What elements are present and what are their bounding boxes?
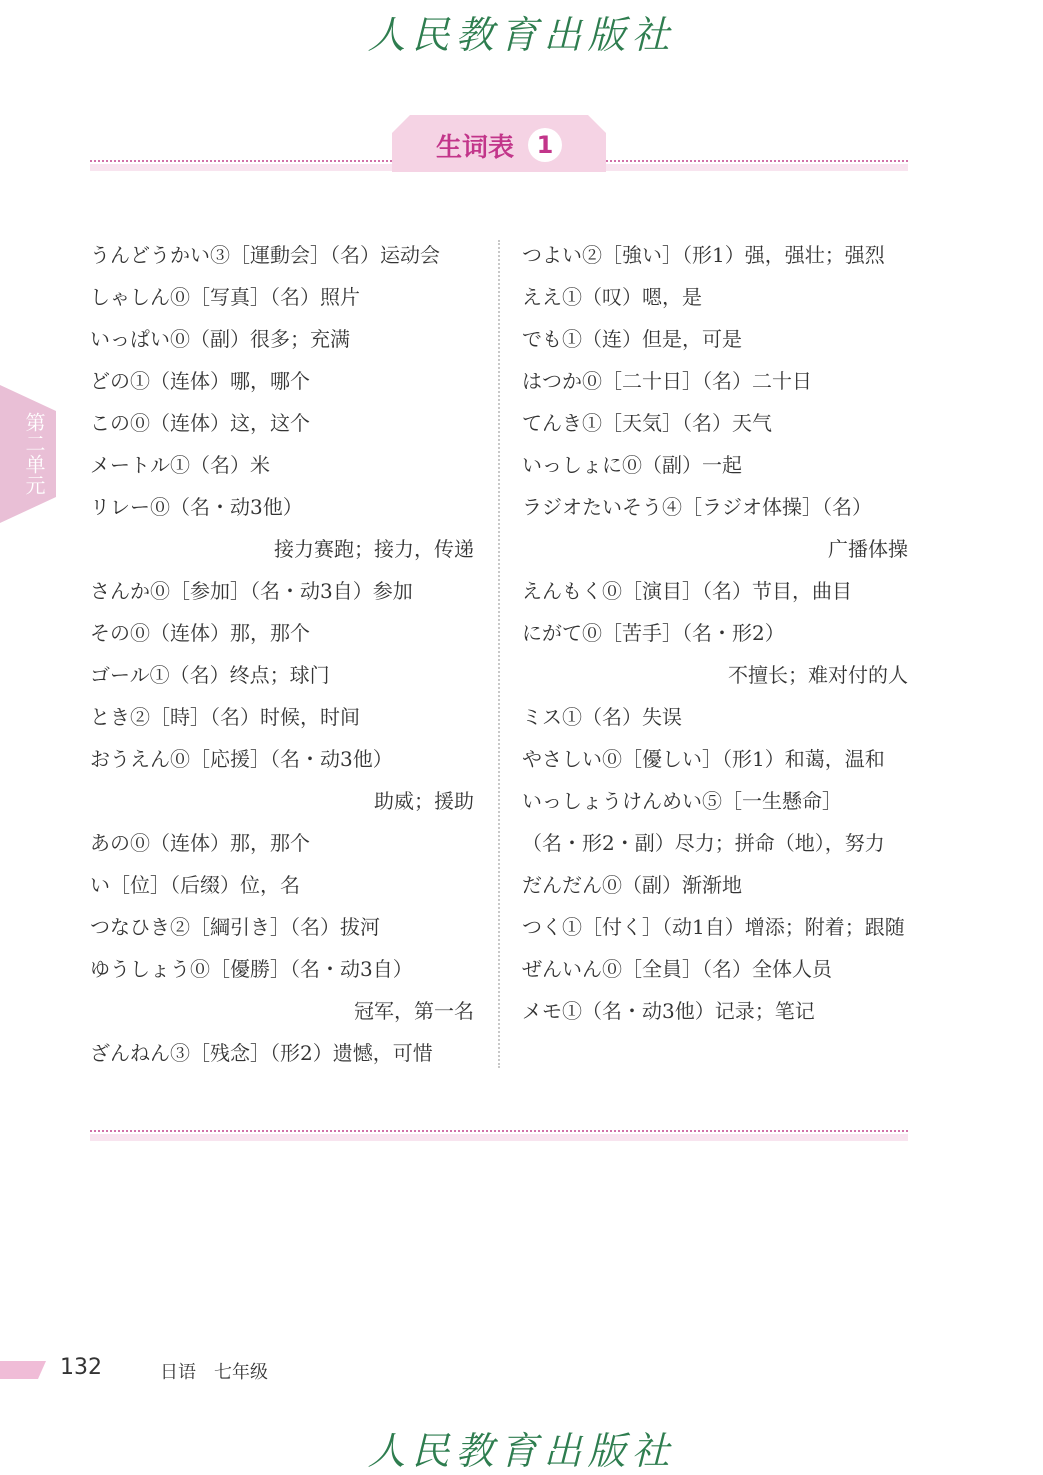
vocab-entry: （名・形2・副）尽力；拼命（地），努力 [522, 831, 885, 855]
vocab-entry: にがて⓪［苦手］（名・形2） [522, 621, 785, 645]
vocab-entry: メートル①（名）米 [90, 453, 270, 477]
section-title-label: 生词表 [435, 132, 514, 163]
footer-pink-band [90, 1134, 908, 1141]
vocab-entry: ミス①（名）失误 [522, 705, 682, 729]
vocab-entry: リレー⓪（名・动3他） [90, 495, 303, 519]
vocab-entry: ぜんいん⓪［全員］（名）全体人员 [522, 957, 832, 981]
vocab-entry: おうえん⓪［応援］（名・动3他） [90, 747, 393, 771]
footer-book-title: 日语 七年级 [160, 1362, 268, 1383]
vocab-entry: とき②［時］（名）时候，时间 [90, 705, 360, 729]
section-title-number: 1 [528, 128, 562, 162]
vocab-entry: うんどうかい③［運動会］（名）运动会 [90, 243, 440, 267]
vocab-entry: つなひき②［綱引き］（名）拔河 [90, 915, 380, 939]
vocab-entry: ラジオたいそう④［ラジオ体操］（名） [522, 495, 872, 519]
vocab-entry: あの⓪（连体）那，那个 [90, 831, 310, 855]
vocab-entry: いっしょうけんめい⑤［一生懸命］ [522, 789, 842, 813]
unit-side-tab-label: 第二单元 [22, 412, 46, 496]
footer-dotted-line [90, 1130, 908, 1132]
vocab-entry: えんもく⓪［演目］（名）节目，曲目 [522, 579, 852, 603]
vocab-entry: てんき①［天気］（名）天气 [522, 411, 772, 435]
vocab-entry: でも①（连）但是，可是 [522, 327, 742, 351]
vocab-entry: いっしょに⓪（副）一起 [522, 453, 742, 477]
vocab-entry: ええ①（叹）嗯，是 [522, 285, 702, 309]
vocab-entry-continuation: 接力赛跑；接力，传递 [274, 537, 474, 561]
vocab-entry-continuation: 冠军，第一名 [354, 999, 474, 1023]
page-number: 132 [60, 1355, 102, 1380]
vocab-entry: つよい②［強い］（形1）强，强壮；强烈 [522, 243, 885, 267]
vocab-entry: だんだん⓪（副）渐渐地 [522, 873, 742, 897]
vocab-entry-continuation: 广播体操 [828, 537, 908, 561]
vocab-entry: どの①（连体）哪，哪个 [90, 369, 310, 393]
vocab-entry: い［位］（后缀）位，名 [90, 873, 300, 897]
vocab-entry: この⓪（连体）这，这个 [90, 411, 310, 435]
vocab-entry: さんか⓪［参加］（名・动3自）参加 [90, 579, 413, 603]
section-title [392, 125, 606, 165]
vocab-entry: ゆうしょう⓪［優勝］（名・动3自） [90, 957, 413, 981]
vocab-entry: ざんねん③［残念］（形2）遗憾，可惜 [90, 1041, 433, 1065]
vocab-column-right [522, 234, 908, 1032]
vocab-column-left [90, 234, 474, 1074]
vocab-entry-continuation: 不擅长；难对付的人 [728, 663, 908, 687]
footer-bar [0, 1361, 46, 1379]
vocab-entry: いっぱい⓪（副）很多；充满 [90, 327, 350, 351]
vocab-entry-continuation: 助威；援助 [374, 789, 474, 813]
vocab-entry: メモ①（名・动3他）记录；笔记 [522, 999, 815, 1023]
vocab-entry: その⓪（连体）那，那个 [90, 621, 310, 645]
vocab-entry: つく①［付く］（动1自）增添；附着；跟随 [522, 915, 905, 939]
publisher-logo-bottom: 人民教育出版社 [367, 1429, 676, 1473]
vocab-entry: はつか⓪［二十日］（名）二十日 [522, 369, 812, 393]
column-divider [498, 240, 500, 1068]
publisher-logo-top: 人民教育出版社 [367, 13, 676, 57]
vocab-entry: やさしい⓪［優しい］（形1）和蔼，温和 [522, 747, 885, 771]
vocab-entry: ゴール①（名）终点；球门 [90, 663, 330, 687]
vocab-entry: しゃしん⓪［写真］（名）照片 [90, 285, 360, 309]
